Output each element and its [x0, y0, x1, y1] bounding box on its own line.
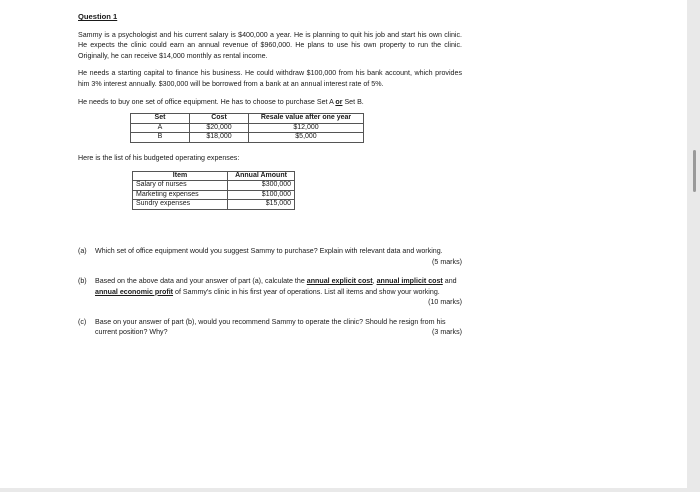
- paragraph-equipment-text: He needs to buy one set of office equipment. He has to choose to purchase Set A: [78, 97, 336, 106]
- part-b-text-1: Based on the above data and your answer of part (a), calculate the: [95, 277, 307, 286]
- question-part-a: [78, 246, 462, 267]
- question-content: [78, 12, 462, 338]
- part-c-marks: (3 marks): [432, 328, 462, 337]
- table-row: [133, 190, 295, 200]
- header-cost: Cost: [190, 114, 249, 124]
- cell-set: A: [131, 123, 190, 133]
- cell-amount: $300,000: [228, 181, 295, 191]
- scrollbar-thumb[interactable]: [693, 150, 696, 192]
- table-row: [133, 181, 295, 191]
- paragraph-equipment: [78, 97, 462, 108]
- header-annual-amount: Annual Amount: [228, 171, 295, 181]
- term-annual-implicit-cost: annual implicit cost: [376, 277, 443, 286]
- cell-resale: $5,000: [249, 133, 364, 143]
- cell-amount: $100,000: [228, 190, 295, 200]
- cell-item: Sundry expenses: [133, 200, 228, 210]
- part-b-text: [95, 277, 457, 296]
- part-b-text-3: and: [442, 277, 457, 286]
- part-a-marks: (5 marks): [432, 257, 462, 266]
- table-row: [133, 200, 295, 210]
- term-annual-economic-profit: annual economic profit: [95, 287, 174, 296]
- table-row: [131, 133, 364, 143]
- header-item: Item: [133, 171, 228, 181]
- expenses-table: [132, 171, 295, 210]
- paragraph-equipment-or: or: [335, 97, 343, 106]
- header-resale: Resale value after one year: [249, 114, 364, 124]
- header-set: Set: [131, 114, 190, 124]
- cell-item: Salary of nurses: [133, 181, 228, 191]
- cell-cost: $18,000: [190, 133, 249, 143]
- cell-set: B: [131, 133, 190, 143]
- part-b-text-2: ,: [372, 277, 377, 286]
- cell-amount: $15,000: [228, 200, 295, 210]
- term-annual-explicit-cost: annual explicit cost: [306, 277, 373, 286]
- expenses-intro: Here is the list of his budgeted operating expenses:: [78, 153, 240, 162]
- part-b-marks: (10 marks): [428, 298, 462, 307]
- expenses-table-header: [133, 171, 295, 181]
- cell-resale: $12,000: [249, 123, 364, 133]
- question-part-b: [78, 276, 462, 308]
- paragraph-capital: He needs a starting capital to finance his business. He could withdraw $100,000 from his bank account, which provides him 3% interest annually. $300,000 will be borrowed from a bank at an annual interest rate of 5%.: [78, 69, 462, 88]
- part-a-text: Which set of office equipment would you suggest Sammy to purchase? Explain with relevant data and working.: [95, 246, 443, 255]
- part-b-label: (b): [78, 277, 87, 286]
- part-c-text: Base on your answer of part (b), would you recommend Sammy to operate the clinic? Should he resign from his current position? Why?: [95, 317, 446, 337]
- question-part-c: [78, 317, 462, 338]
- part-a-label: (a): [78, 246, 87, 255]
- equipment-table: [130, 113, 364, 143]
- cell-cost: $20,000: [190, 123, 249, 133]
- paragraph-equipment-end: Set B.: [342, 97, 364, 106]
- table-row: [131, 123, 364, 133]
- paragraph-salary: Sammy is a psychologist and his current salary is $400,000 a year. He is planning to quit his job and start his own clinic. He expects the clinic could earn an annual revenue of $960,000. He plans to use his own property to run the clinic. Originally, he can receive $14,000 monthly as rental income.: [78, 30, 462, 60]
- cell-item: Marketing expenses: [133, 190, 228, 200]
- question-title: Question 1: [78, 12, 118, 21]
- equipment-table-header: [131, 114, 364, 124]
- part-c-label: (c): [78, 317, 87, 326]
- part-b-text-4: of Sammy's clinic in his first year of operations. List all items and show your working.: [173, 287, 440, 296]
